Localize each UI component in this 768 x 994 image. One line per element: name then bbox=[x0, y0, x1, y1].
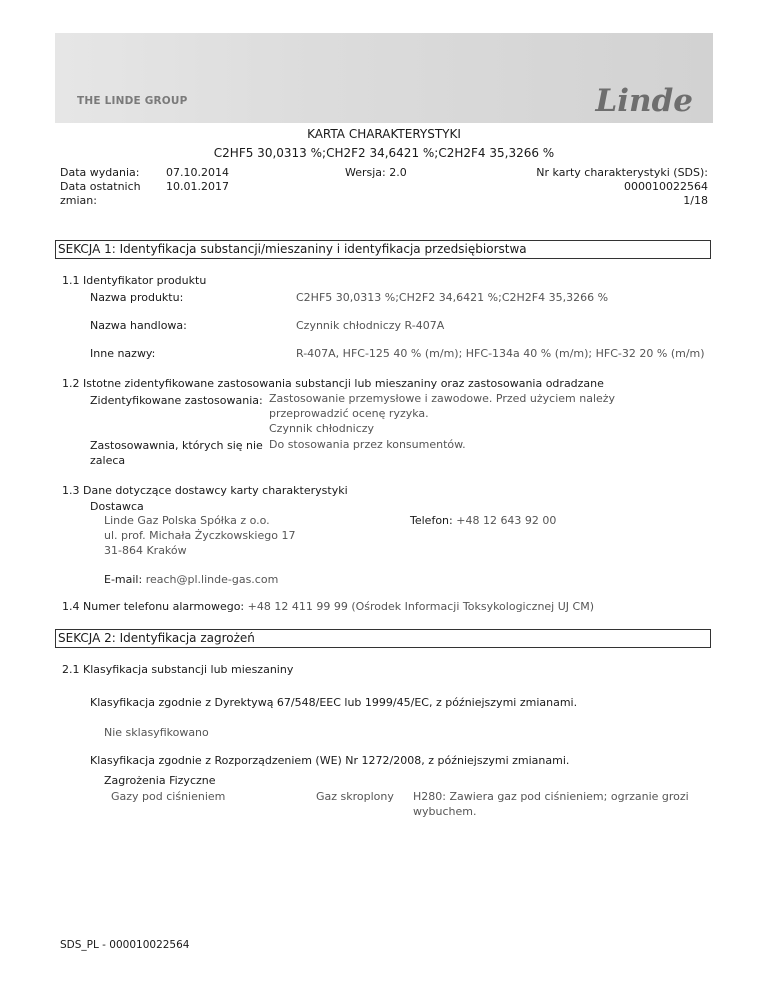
s1-4-heading: 1.4 Numer telefonu alarmowego: bbox=[62, 600, 245, 613]
supplier-label: Dostawca bbox=[90, 500, 144, 513]
supplier-street: ul. prof. Michała Życzkowskiego 17 bbox=[104, 529, 296, 542]
revision-date: 10.01.2017 bbox=[166, 180, 229, 193]
page-number: 1/18 bbox=[683, 194, 708, 207]
linde-logo: Linde bbox=[595, 83, 693, 119]
product-name-label: Nazwa produktu: bbox=[90, 291, 184, 304]
hazard-statement-line-1: H280: Zawiera gaz pod ciśnieniem; ogrzanie grozi bbox=[413, 790, 689, 803]
section-1-title: SEKCJA 1: Identyfikacja substancji/mieszaniny i identyfikacja przedsiębiorstwa bbox=[55, 240, 711, 259]
hazard-class: Gazy pod ciśnieniem bbox=[111, 790, 226, 803]
product-line: C2HF5 30,0313 %;CH2F2 34,6421 %;C2H2F4 35,3266 % bbox=[213, 146, 555, 160]
trade-name: Czynnik chłodniczy R-407A bbox=[296, 319, 445, 332]
issue-date: 07.10.2014 bbox=[166, 166, 229, 179]
phone-label: Telefon: bbox=[410, 514, 453, 527]
revision-date-label: Data ostatnich bbox=[60, 180, 141, 193]
s1-3-heading: 1.3 Dane dotyczące dostawcy karty charakterystyki bbox=[62, 484, 348, 497]
product-name: C2HF5 30,0313 %;CH2F2 34,6421 %;C2H2F4 35,3266 % bbox=[296, 291, 609, 304]
email-address: reach@pl.linde-gas.com bbox=[145, 573, 279, 586]
identified-uses-line-2: przeprowadzić ocenę ryzyka. bbox=[269, 407, 429, 420]
advised-against: Do stosowania przez konsumentów. bbox=[269, 438, 466, 451]
dsd-classification-heading: Klasyfikacja zgodnie z Dyrektywą 67/548/EEC lub 1999/45/EC, z późniejszymi zmianami. bbox=[90, 696, 578, 709]
dsd-classification-value: Nie sklasyfikowano bbox=[104, 726, 209, 739]
company-group-name: THE LINDE GROUP bbox=[77, 95, 188, 107]
section-2-title: SEKCJA 2: Identyfikacja zagrożeń bbox=[55, 629, 711, 648]
identified-uses-line-3: Czynnik chłodniczy bbox=[269, 422, 375, 435]
trade-name-label: Nazwa handlowa: bbox=[90, 319, 187, 332]
email-label: E-mail: bbox=[104, 573, 143, 586]
advised-against-label-2: zaleca bbox=[90, 454, 126, 467]
phone-number: +48 12 643 92 00 bbox=[456, 514, 557, 527]
supplier-city: 31-864 Kraków bbox=[104, 544, 187, 557]
emergency-phone: +48 12 411 99 99 (Ośrodek Informacji Toksykologicznej UJ CM) bbox=[247, 600, 594, 613]
s1-2-heading: 1.2 Istotne zidentyfikowane zastosowania substancji lub mieszaniny oraz zastosowania odradzane bbox=[62, 377, 604, 390]
sds-label: Nr karty charakterystyki (SDS): bbox=[536, 166, 708, 179]
sds-number: 000010022564 bbox=[624, 180, 708, 193]
s2-1-heading: 2.1 Klasyfikacja substancji lub mieszaniny bbox=[62, 663, 294, 676]
issue-date-label: Data wydania: bbox=[60, 166, 140, 179]
identified-uses-label: Zidentyfikowane zastosowania: bbox=[90, 394, 263, 407]
supplier-name: Linde Gaz Polska Spółka z o.o. bbox=[104, 514, 270, 527]
physical-hazards-label: Zagrożenia Fizyczne bbox=[104, 774, 216, 787]
advised-against-label: Zastosowawnia, których się nie bbox=[90, 439, 263, 452]
other-names-label: Inne nazwy: bbox=[90, 347, 156, 360]
document-title: KARTA CHARAKTERYSTYKI bbox=[307, 127, 461, 141]
header-banner bbox=[55, 33, 713, 123]
s1-1-heading: 1.1 Identyfikator produktu bbox=[62, 274, 207, 287]
other-names: R-407A, HFC-125 40 % (m/m); HFC-134a 40 % (m/m); HFC-32 20 % (m/m) bbox=[296, 347, 705, 360]
version: Wersja: 2.0 bbox=[345, 166, 407, 179]
hazard-statement-line-2: wybuchem. bbox=[413, 805, 477, 818]
identified-uses-line-1: Zastosowanie przemysłowe i zawodowe. Przed użyciem należy bbox=[269, 392, 616, 405]
revision-date-label-2: zmian: bbox=[60, 194, 97, 207]
hazard-category: Gaz skroplony bbox=[316, 790, 394, 803]
clp-classification-heading: Klasyfikacja zgodnie z Rozporządzeniem (WE) Nr 1272/2008, z późniejszymi zmianami. bbox=[90, 754, 570, 767]
footer-doc-code: SDS_PL - 000010022564 bbox=[60, 939, 190, 951]
